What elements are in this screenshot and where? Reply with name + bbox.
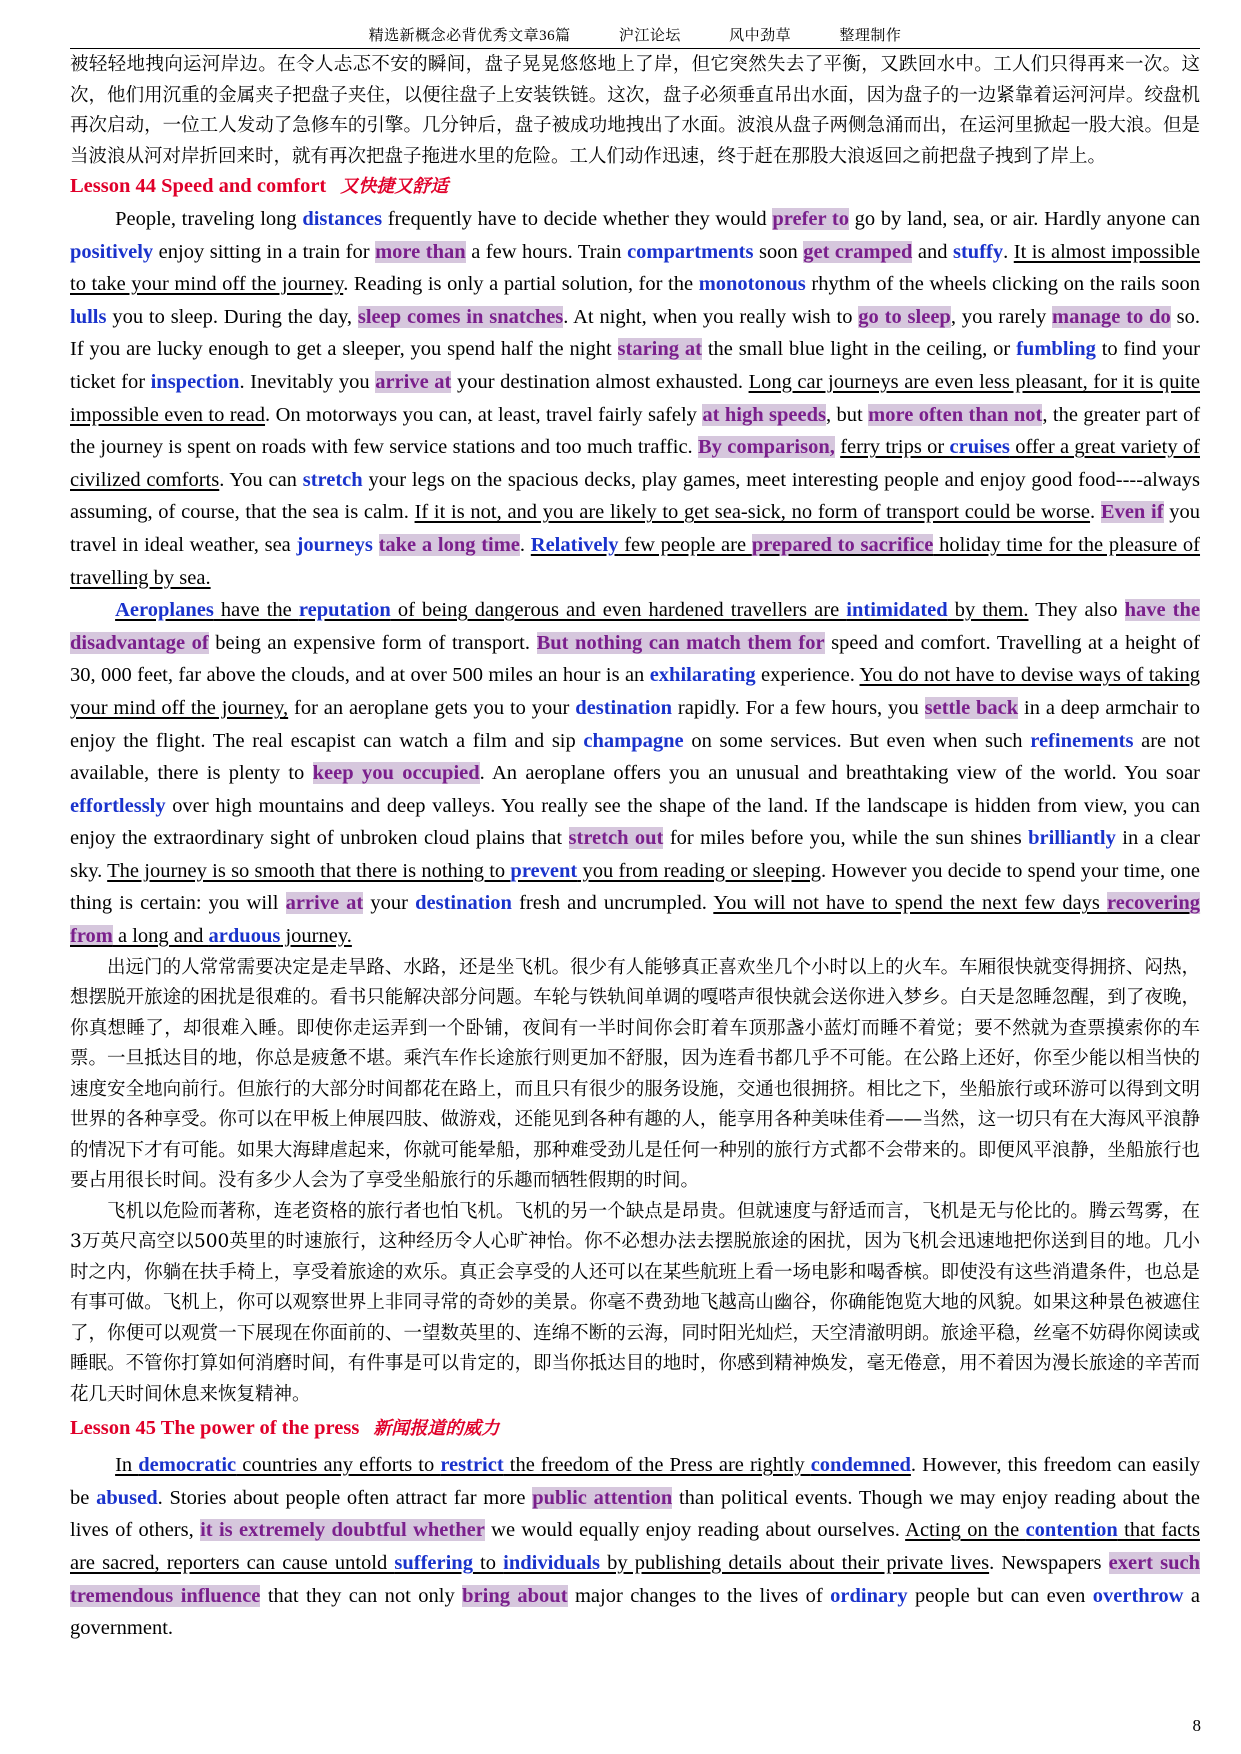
lesson-44-translation-1: 出远门的人常常需要决定是走旱路、水路，还是坐飞机。很少有人能够真正喜欢坐几个小时以上的火车。车厢很快就变得拥挤、闷热，想摆脱开旅途的困扰是很难的。看书只能解决部分问题。车轮与铁轨间单调的嘎嗒声很快就会送你进入梦乡。白天是忽睡忽醒，到了夜晚，你真想睡了，却很难入睡。即使你走运弄到一个卧铺，夜间有一半时间你会盯着车顶那盏小蓝灯而睡不着觉；要不然就为查票摸索你的车票。一旦抵达目的地，你总是疲惫不堪。乘汽车作长途旅行则更加不舒服，因为连看书都几乎不可能。在公路上还好，你至少能以相当快的速度安全地向前行。但旅行的大部分时间都花在路上，而且只有很少的服务设施，交通也很拥挤。相比之下，坐船旅行或环游可以得到文明世界的各种享受。你可以在甲板上伸展四肢、做游戏，还能见到各种有趣的人，能享用各种美味佳肴——当然，这一切只有在大海风平浪静的情况下才有可能。如果大海肆虐起来，你就可能晕船，那种难受劲儿是任何一种别的旅行方式都不会带来的。即便风平浪静，坐船旅行也要占用很长时间。没有多少人会为了享受坐船旅行的乐趣而牺牲假期的时间。 — [70, 956, 1200, 1192]
header-author: 风中劲草 — [729, 28, 792, 44]
lesson-44-translation-2: 飞机以危险而著称，连老资格的旅行者也怕飞机。飞机的另一个缺点是昂贵。但就速度与舒适而言，飞机是无与伦比的。腾云驾雾，在3万英尺高空以500英里的时速旅行，这种经历令人心旷神怡。你不必想办法去摆脱旅途的困扰，因为飞机会迅速地把你送到目的地。几小时之内，你躺在扶手椅上，享受着旅途的欢乐。真正会享受的人还可以在某些航班上看一场电影和喝香槟。即使没有这些消遣条件，也总是有事可做。飞机上，你可以观察世界上非同寻常的奇妙的美景。你毫不费劲地飞越高山幽谷，你确能饱览大地的风貌。如果这种景色被遮住了，你便可以观赏一下展现在你面前的、一望数英里的、连绵不断的云海，同时阳光灿烂，天空清澈明朗。旅途平稳，丝毫不妨碍你阅读或睡眠。不管你打算如何消磨时间，有件事是可以肯定的，即当你抵达目的地时，你感到精神焕发，毫无倦意，用不着因为漫长旅途的辛苦而花几天时间休息来恢复精神。 — [70, 1200, 1200, 1405]
lesson-44-paragraph-1: People, traveling long distances frequently have to decide whether they would prefer to go by land, sea, or air. Hardly anyone can positively enjoy sitting in a train for more than a few hours. Train compartments soon get cramped and stuffy. It is almost impossible to take your mind off the journey. Reading is only a partial solution, for the monotonous rhythm of the wheels clicking on the rails soon lulls you to sleep. During the day, sleep comes in snatches. At night, when you really wish to go to sleep, you rarely manage to do so. If you are lucky enough to get a sleeper, you spend half the night staring at the small blue light in the ceiling, or fumbling to find your ticket for inspection. Inevitably you arrive at your destination almost exhausted. Long car journeys are even less pleasant, for it is quite impossible even to read. On motorways you can, at least, travel fairly safely at high speeds, but more often than not, the greater part of the journey is spent on roads with few service stations and too much traffic. By comparison, ferry trips or cruises offer a great variety of civilized comforts. You can stretch your legs on the spacious decks, play games, meet interesting people and enjoy good food----always assuming, of course, that the sea is calm. If it is not, and you are likely to get sea-sick, no form of transport could be worse. Even if you travel in ideal weather, sea journeys take a long time. Relatively few people are prepared to sacrifice holiday time for the pleasure of travelling by sea. — [70, 208, 1201, 589]
lesson-45-title-en: Lesson 45 The power of the press — [70, 1417, 360, 1440]
intro-translation: 被轻轻地拽向运河岸边。在令人忐忑不安的瞬间，盘子晃晃悠悠地上了岸，但它突然失去了平衡，又跌回水中。工人们只得再来一次。这次，他们用沉重的金属夹子把盘子夹住，以便往盘子上安装铁链。这次，盘子必须垂直吊出水面，因为盘子的一边紧靠着运河河岸。绞盘机再次启动，一位工人发动了急修车的引擎。几分钟后，盘子被成功地拽出了水面。波浪从盘子两侧急涌而出，在运河里掀起一股大浪。但是当波浪从河对岸折回来时，就有再次把盘子拖进水里的危险。工人们动作迅速，终于赶在那股大浪返回之前把盘子拽到了岸上。 — [70, 54, 1200, 167]
lesson-45-paragraph-1: In democratic countries any efforts to restrict the freedom of the Press are rightly condemned. However, this freedom can easily be abused. Stories about people often attract far more public attention than political events. Though we may enjoy reading about the lives of others, it is extremely doubtful whether we would equally enjoy reading about ourselves. Acting on the contention that facts are sacred, reporters can cause untold suffering to individuals by publishing details about their private lives. Newspapers exert such tremendous influence that they can not only bring about major changes to the lives of ordinary people but can even overthrow a government. — [70, 1454, 1201, 1640]
lesson-45-title — [70, 1414, 1200, 1443]
lesson-45-title-zh: 新闻报道的威力 — [373, 1418, 500, 1440]
page-number: 8 — [1192, 1716, 1201, 1735]
lesson-44-title-en: Lesson 44 Speed and comfort — [70, 175, 327, 197]
lesson-44-title — [70, 172, 1200, 201]
header-rule — [70, 48, 1200, 49]
lesson-44-paragraph-2: Aeroplanes have the reputation of being dangerous and even hardened travellers are intimidated by them. They also have the disadvantage of being an expensive form of transport. But nothing can match them for speed and comfort. Travelling at a height of 30, 000 feet, far above the clouds, and at over 500 miles an hour is an exhilarating experience. You do not have to devise ways of taking your mind off the journey, for an aeroplane gets you to your destination rapidly. For a few hours, you settle back in a deep armchair to enjoy the flight. The real escapist can watch a film and sip champagne on some services. But even when such refinements are not available, there is plenty to keep you occupied. An aeroplane offers you an unusual and breathtaking view of the world. You soar effortlessly over high mountains and deep valleys. You really see the shape of the land. If the landscape is hidden from view, you can enjoy the extraordinary sight of unbroken cloud plains that stretch out for miles before you, while the sun shines brilliantly in a clear sky. The journey is so smooth that there is nothing to prevent you from reading or sleeping. However you decide to spend your time, one thing is certain: you will arrive at your destination fresh and uncrumpled. You will not have to spend the next few days recovering from a long and arduous journey. — [70, 599, 1201, 948]
header-forum: 沪江论坛 — [618, 28, 681, 44]
header-title: 精选新概念必背优秀文章36篇 — [368, 28, 571, 44]
header-note: 整理制作 — [839, 28, 902, 44]
lesson-44-title-zh: 又快捷又舒适 — [340, 176, 449, 197]
page-content — [70, 50, 1200, 1645]
page-header — [70, 24, 1200, 45]
